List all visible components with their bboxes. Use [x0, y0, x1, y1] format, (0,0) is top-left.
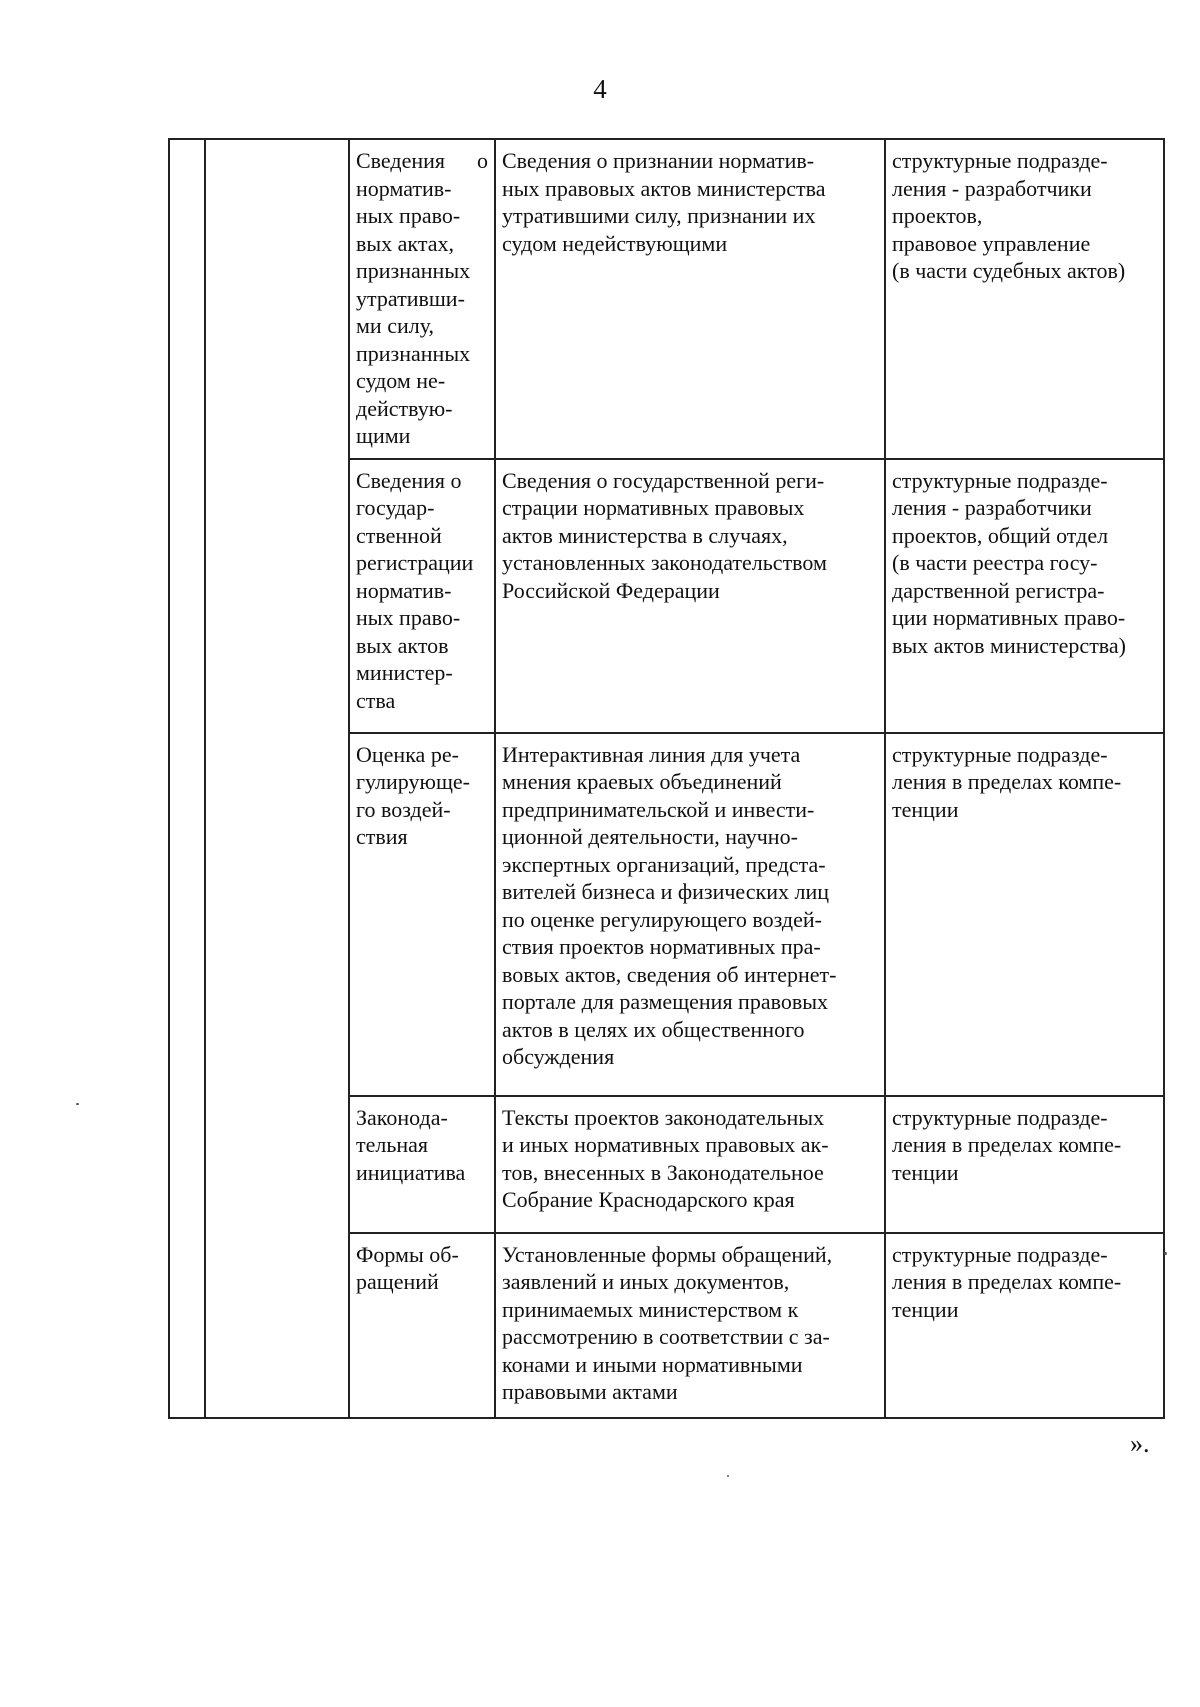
section-text: Сведения о государ- ственной регистрации норматив- ных право- вых актов министер- ства: [356, 467, 474, 713]
document-table: [168, 138, 1165, 1419]
section-text: Сведения о норматив- ных право- вых актах, признанных утративши- ми силу, признанных судом не- действую- щими: [356, 148, 488, 448]
empty-category-column: [205, 139, 349, 1418]
section-text: Оценка ре- гулирующе- го воздей- ствия: [356, 741, 470, 849]
content-text: Сведения о признании норматив- ных правовых актов министерства утратившими силу, признании их судом недействующими: [502, 148, 826, 256]
content-cell: [495, 733, 885, 1096]
empty-number-column: [169, 139, 205, 1418]
responsible-text: структурные подразде- ления в пределах компе- тенции: [892, 741, 1122, 822]
content-cell: [495, 1096, 885, 1233]
scan-speck: [76, 1103, 79, 1105]
section-text: Законода- тельная инициатива: [356, 1104, 466, 1185]
responsible-cell: [885, 733, 1164, 1096]
scan-speck: [727, 1475, 729, 1477]
content-text: Тексты проектов законодательных и иных нормативных правовых ак- тов, внесенных в Законодательное Собрание Краснодарского края: [502, 1104, 829, 1212]
responsible-cell: [885, 1233, 1164, 1418]
responsible-cell: [885, 1096, 1164, 1233]
section-cell: [349, 1233, 495, 1418]
content-text: Сведения о государственной реги- страции нормативных правовых актов министерства в случаях, установленных законодательством Российской Федерации: [502, 467, 827, 603]
responsible-text: структурные подразде- ления в пределах компе- тенции: [892, 1104, 1122, 1185]
section-cell: [349, 459, 495, 733]
page-number: 4: [593, 74, 607, 104]
responsible-text: структурные подразде- ления - разработчики проектов, правовое управление (в части судебных актов): [892, 148, 1126, 283]
content-text: Установленные формы обращений, заявлений и иных документов, принимаемых министерством к рассмотрению в соответствии с за- конами и иными нормативными правовыми актами: [502, 1241, 833, 1404]
responsible-cell: [885, 139, 1164, 459]
table-row: [169, 139, 1164, 459]
scan-speck: [1164, 1252, 1167, 1255]
section-text: Формы об- ращений: [356, 1241, 459, 1294]
content-cell: [495, 459, 885, 733]
content-cell: [495, 1233, 885, 1418]
section-cell: [349, 139, 495, 459]
section-cell: [349, 1096, 495, 1233]
closing-quote-mark: ».: [1130, 1429, 1150, 1458]
content-text: Интерактивная линия для учета мнения краевых объединений предпринимательской и инвести- ционной деятельности, научно- экспертных организаций, предста- вителей бизнеса и физических лиц по оценке регулирующего воздей- ствия проектов нормативных пра- вовых актов, сведения об интернет- портале для размещения правовых актов в целях их общественного обсуждения: [502, 741, 837, 1069]
responsible-cell: [885, 459, 1164, 733]
content-cell: [495, 139, 885, 459]
responsible-text: структурные подразде- ления в пределах компе- тенции: [892, 1241, 1122, 1322]
section-cell: [349, 733, 495, 1096]
responsible-text: структурные подразде- ления - разработчики проектов, общий отдел (в части реестра госу- дарственной регистра- ции нормативных право- вых актов министерства): [892, 467, 1126, 658]
